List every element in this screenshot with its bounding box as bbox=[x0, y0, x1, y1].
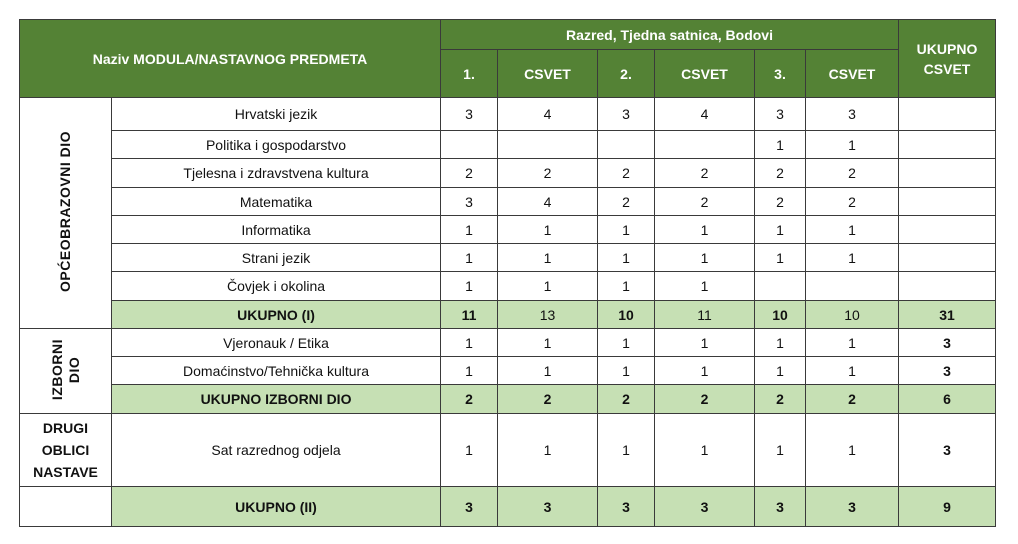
cell-grade-2: 1 bbox=[598, 357, 655, 385]
cell-grade-1: 3 bbox=[441, 188, 498, 216]
cell-grade-1: 11 bbox=[441, 301, 498, 329]
cell-total: 6 bbox=[899, 385, 996, 414]
cell-csvet-3: 2 bbox=[806, 385, 899, 414]
cell-grade-1: 1 bbox=[441, 216, 498, 244]
cell-csvet-1: 1 bbox=[498, 357, 598, 385]
table-row bbox=[20, 244, 996, 272]
section-general-education bbox=[20, 98, 112, 329]
cell-grade-2: 3 bbox=[598, 98, 655, 131]
cell-csvet-1 bbox=[498, 131, 598, 159]
cell-grade-2: 2 bbox=[598, 385, 655, 414]
cell-total bbox=[899, 244, 996, 272]
cell-csvet-1: 13 bbox=[498, 301, 598, 329]
grade-1-csvet-header: CSVET bbox=[498, 50, 598, 98]
cell-grade-1: 2 bbox=[441, 385, 498, 414]
grade-2-header: 2. bbox=[598, 50, 655, 98]
section-elective-label: IZBORNI DIO bbox=[48, 338, 82, 401]
cell-grade-2: 10 bbox=[598, 301, 655, 329]
cell-total: 3 bbox=[899, 357, 996, 385]
cell-csvet-2: 4 bbox=[655, 98, 755, 131]
grade-group-header: Razred, Tjedna satnica, Bodovi bbox=[441, 20, 899, 50]
cell-csvet-3 bbox=[806, 272, 899, 301]
summary-label: UKUPNO (I) bbox=[112, 301, 441, 329]
cell-csvet-3: 1 bbox=[806, 329, 899, 357]
cell-grade-3: 2 bbox=[755, 385, 806, 414]
cell-grade-3: 1 bbox=[755, 329, 806, 357]
cell-csvet-3: 1 bbox=[806, 216, 899, 244]
table-row bbox=[20, 272, 996, 301]
table-row bbox=[20, 357, 996, 385]
cell-grade-3: 3 bbox=[755, 487, 806, 527]
cell-grade-1: 1 bbox=[441, 357, 498, 385]
cell-grade-2: 2 bbox=[598, 188, 655, 216]
section-general-label: OPĆEOBRAZOVNI DIO bbox=[57, 131, 73, 292]
cell-csvet-2: 2 bbox=[655, 188, 755, 216]
cell-csvet-1: 1 bbox=[498, 272, 598, 301]
cell-csvet-3: 3 bbox=[806, 98, 899, 131]
section-elective bbox=[20, 329, 112, 414]
cell-grade-2: 2 bbox=[598, 159, 655, 188]
cell-csvet-2: 1 bbox=[655, 357, 755, 385]
cell-grade-3: 2 bbox=[755, 188, 806, 216]
grade-2-csvet-header: CSVET bbox=[655, 50, 755, 98]
cell-csvet-1: 4 bbox=[498, 98, 598, 131]
cell-grade-2: 1 bbox=[598, 272, 655, 301]
subject-name: Hrvatski jezik bbox=[112, 98, 441, 131]
subject-name: Politika i gospodarstvo bbox=[112, 131, 441, 159]
summary-label: UKUPNO IZBORNI DIO bbox=[112, 385, 441, 414]
cell-csvet-3: 10 bbox=[806, 301, 899, 329]
cell-total bbox=[899, 188, 996, 216]
subject-name: Matematika bbox=[112, 188, 441, 216]
cell-grade-3: 2 bbox=[755, 159, 806, 188]
cell-csvet-2 bbox=[655, 131, 755, 159]
cell-grade-3: 3 bbox=[755, 98, 806, 131]
cell-grade-3: 1 bbox=[755, 216, 806, 244]
cell-grade-1: 1 bbox=[441, 272, 498, 301]
cell-total bbox=[899, 272, 996, 301]
cell-grade-2 bbox=[598, 131, 655, 159]
subject-name: Domaćinstvo/Tehnička kultura bbox=[112, 357, 441, 385]
cell-grade-2: 3 bbox=[598, 487, 655, 527]
cell-csvet-1: 1 bbox=[498, 329, 598, 357]
cell-csvet-1: 1 bbox=[498, 244, 598, 272]
cell-grade-3: 1 bbox=[755, 357, 806, 385]
section-other-label: DRUGI OBLICI NASTAVE bbox=[33, 420, 98, 480]
subject-name: Informatika bbox=[112, 216, 441, 244]
cell-grade-2: 1 bbox=[598, 244, 655, 272]
table-row bbox=[20, 414, 996, 487]
curriculum-table bbox=[19, 19, 996, 527]
empty-section-cell bbox=[20, 487, 112, 527]
grade-3-csvet-header: CSVET bbox=[806, 50, 899, 98]
cell-csvet-1: 1 bbox=[498, 414, 598, 487]
cell-total bbox=[899, 216, 996, 244]
subject-name: Čovjek i okolina bbox=[112, 272, 441, 301]
grade-1-header: 1. bbox=[441, 50, 498, 98]
cell-grade-1: 1 bbox=[441, 329, 498, 357]
cell-grade-1 bbox=[441, 131, 498, 159]
cell-csvet-2: 1 bbox=[655, 272, 755, 301]
cell-csvet-3: 1 bbox=[806, 131, 899, 159]
total-header-line1: UKUPNO bbox=[916, 40, 978, 57]
cell-csvet-2: 1 bbox=[655, 216, 755, 244]
summary-label: UKUPNO (II) bbox=[112, 487, 441, 527]
cell-csvet-2: 1 bbox=[655, 414, 755, 487]
table-row bbox=[20, 98, 996, 131]
header-row-1 bbox=[20, 20, 996, 50]
summary-row-elective bbox=[20, 385, 996, 414]
cell-grade-1: 3 bbox=[441, 98, 498, 131]
cell-csvet-3: 1 bbox=[806, 244, 899, 272]
cell-csvet-3: 2 bbox=[806, 188, 899, 216]
cell-grade-1: 1 bbox=[441, 244, 498, 272]
cell-csvet-1: 2 bbox=[498, 385, 598, 414]
cell-csvet-3: 1 bbox=[806, 357, 899, 385]
cell-total: 9 bbox=[899, 487, 996, 527]
table-row bbox=[20, 329, 996, 357]
cell-csvet-1: 4 bbox=[498, 188, 598, 216]
table-row bbox=[20, 159, 996, 188]
cell-csvet-1: 2 bbox=[498, 159, 598, 188]
grade-3-header: 3. bbox=[755, 50, 806, 98]
cell-total bbox=[899, 131, 996, 159]
cell-grade-1: 1 bbox=[441, 414, 498, 487]
cell-grade-1: 2 bbox=[441, 159, 498, 188]
cell-csvet-2: 11 bbox=[655, 301, 755, 329]
cell-grade-3 bbox=[755, 272, 806, 301]
cell-grade-2: 1 bbox=[598, 329, 655, 357]
cell-csvet-2: 3 bbox=[655, 487, 755, 527]
cell-grade-3: 1 bbox=[755, 414, 806, 487]
cell-csvet-3: 3 bbox=[806, 487, 899, 527]
table-row bbox=[20, 188, 996, 216]
cell-csvet-1: 3 bbox=[498, 487, 598, 527]
cell-grade-1: 3 bbox=[441, 487, 498, 527]
cell-total: 3 bbox=[899, 414, 996, 487]
cell-total: 31 bbox=[899, 301, 996, 329]
table-row bbox=[20, 131, 996, 159]
cell-total: 3 bbox=[899, 329, 996, 357]
cell-csvet-1: 1 bbox=[498, 216, 598, 244]
cell-csvet-2: 2 bbox=[655, 159, 755, 188]
total-header-line2: CSVET bbox=[923, 60, 971, 77]
section-other-forms bbox=[20, 414, 112, 487]
summary-row-general bbox=[20, 301, 996, 329]
cell-grade-3: 10 bbox=[755, 301, 806, 329]
cell-csvet-2: 2 bbox=[655, 385, 755, 414]
cell-total bbox=[899, 98, 996, 131]
cell-grade-2: 1 bbox=[598, 414, 655, 487]
subject-name: Vjeronauk / Etika bbox=[112, 329, 441, 357]
total-csvet-header bbox=[899, 20, 996, 98]
cell-grade-3: 1 bbox=[755, 131, 806, 159]
table-row bbox=[20, 216, 996, 244]
cell-grade-2: 1 bbox=[598, 216, 655, 244]
cell-grade-3: 1 bbox=[755, 244, 806, 272]
cell-csvet-2: 1 bbox=[655, 329, 755, 357]
cell-csvet-3: 2 bbox=[806, 159, 899, 188]
cell-csvet-2: 1 bbox=[655, 244, 755, 272]
cell-total bbox=[899, 159, 996, 188]
subject-name: Strani jezik bbox=[112, 244, 441, 272]
summary-row-total bbox=[20, 487, 996, 527]
subject-name: Tjelesna i zdravstvena kultura bbox=[112, 159, 441, 188]
subject-name: Sat razrednog odjela bbox=[112, 414, 441, 487]
cell-csvet-3: 1 bbox=[806, 414, 899, 487]
subject-column-header: Naziv MODULA/NASTAVNOG PREDMETA bbox=[20, 20, 441, 98]
